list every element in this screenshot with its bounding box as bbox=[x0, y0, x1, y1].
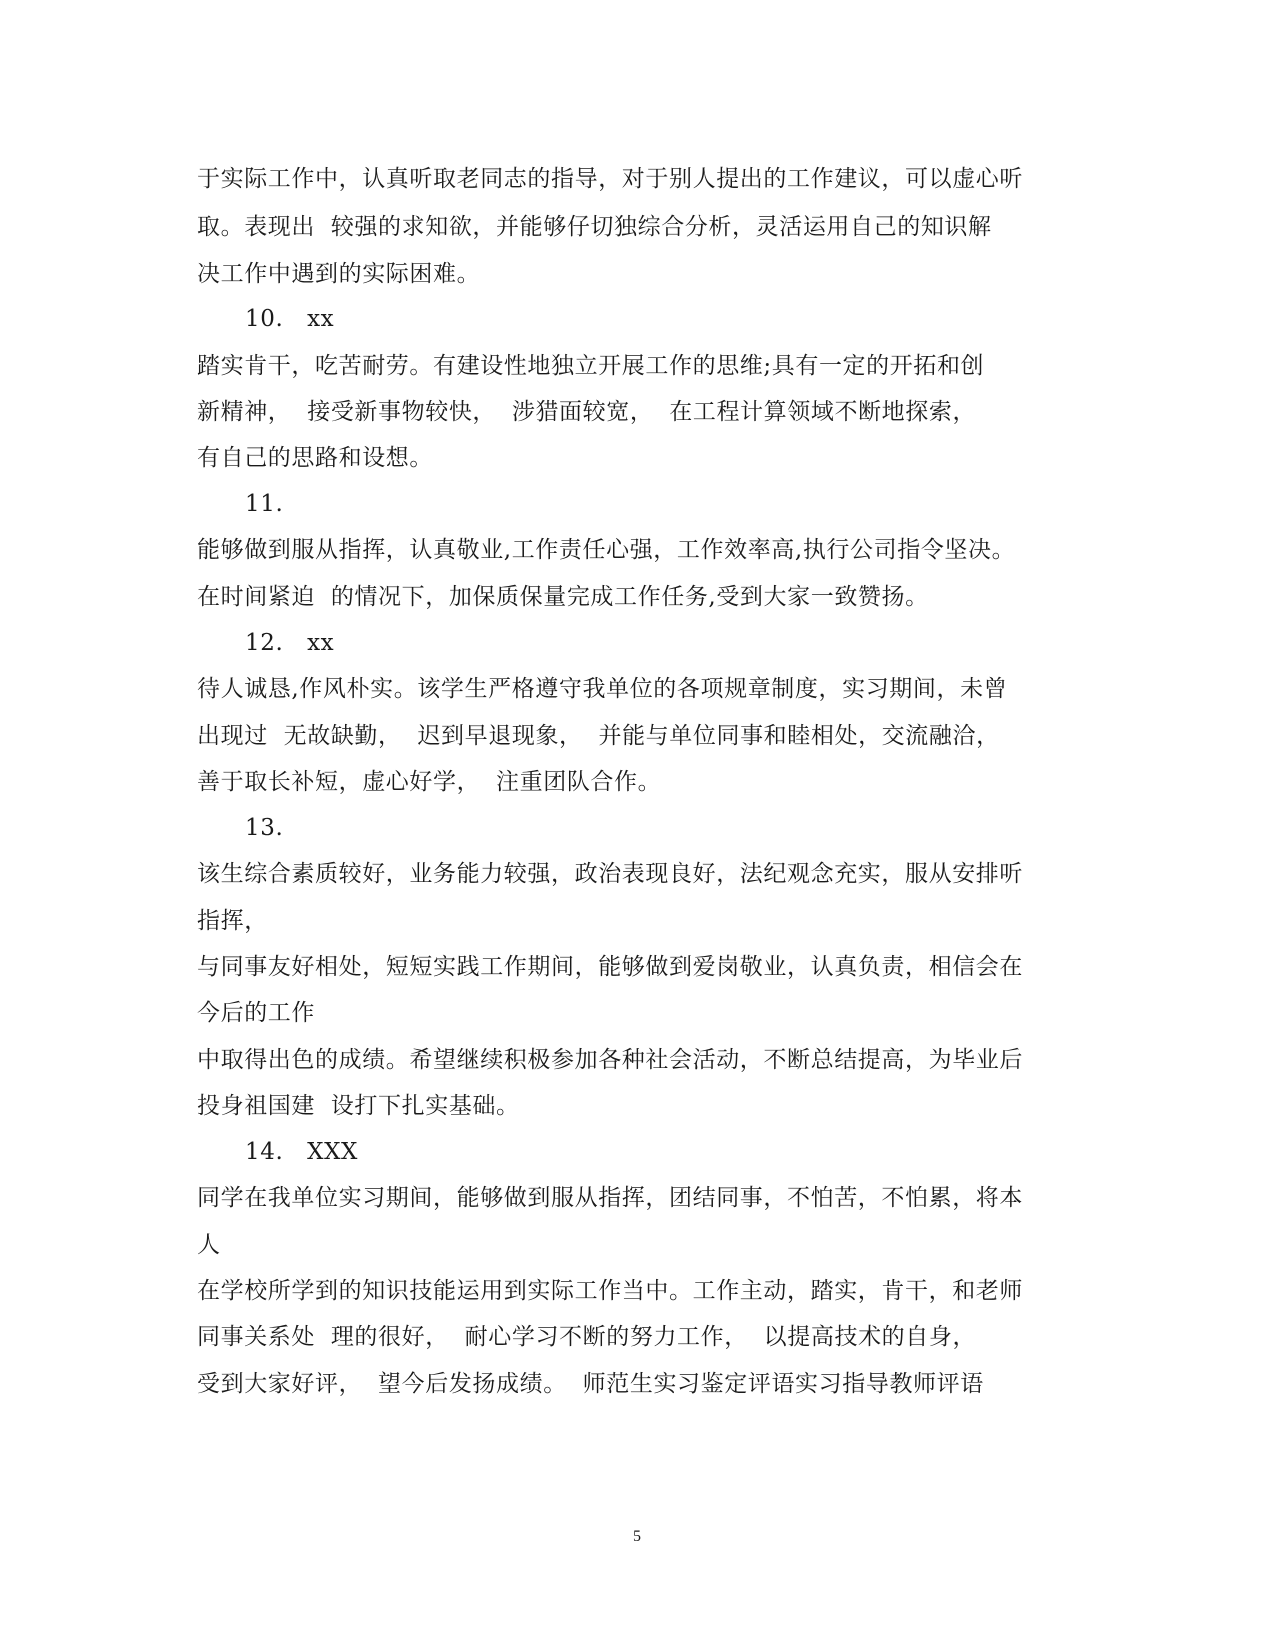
body-text-line: 同事关系处 理的很好， 耐心学习不断的努力工作， 以提高技术的自身， bbox=[197, 1324, 977, 1350]
body-text-line: 有自己的思路和设想。 bbox=[197, 445, 433, 471]
body-text-line: 于实际工作中，认真听取老同志的指导，对于别人提出的工作建议，可以虚心听 bbox=[197, 166, 1023, 192]
body-text-line: 待人诚恳,作风朴实。该学生严格遵守我单位的各项规章制度，实习期间，未曾 bbox=[197, 676, 1008, 702]
body-text-line: 人 bbox=[197, 1232, 221, 1258]
item-number: 14. XXX bbox=[245, 1139, 359, 1165]
item-number: 12. xx bbox=[245, 630, 335, 656]
body-text-line: 能够做到服从指挥，认真敬业,工作责任心强，工作效率高,执行公司指令坚决。 bbox=[197, 537, 1016, 563]
body-text-line: 善于取长补短，虚心好学， 注重团队合作。 bbox=[197, 769, 662, 795]
body-text-line: 受到大家好评， 望今后发扬成绩。 师范生实习鉴定评语实习指导教师评语 bbox=[197, 1371, 984, 1397]
body-text-line: 在时间紧迫 的情况下，加保质保量完成工作任务,受到大家一致赞扬。 bbox=[197, 584, 929, 610]
item-number: 10. xx bbox=[245, 306, 335, 332]
body-text-line: 踏实肯干，吃苦耐劳。有建设性地独立开展工作的思维;具有一定的开拓和创 bbox=[197, 353, 985, 379]
body-text-line: 指挥， bbox=[197, 908, 268, 934]
body-text-line: 决工作中遇到的实际困难。 bbox=[197, 261, 481, 287]
item-number: 11. bbox=[245, 491, 284, 517]
body-text-line: 出现过 无故缺勤， 迟到早退现象， 并能与单位同事和睦相处，交流融洽， bbox=[197, 723, 1000, 749]
item-number: 13. bbox=[245, 815, 284, 841]
body-text-line: 该生综合素质较好，业务能力较强，政治表现良好，法纪观念充实，服从安排听 bbox=[197, 861, 1023, 887]
body-text-line: 投身祖国建 设打下扎实基础。 bbox=[197, 1093, 520, 1119]
body-text-line: 与同事友好相处，短短实践工作期间，能够做到爱岗敬业，认真负责，相信会在 bbox=[197, 954, 1023, 980]
page-number: 5 bbox=[633, 1528, 641, 1545]
body-text-line: 今后的工作 bbox=[197, 1000, 315, 1026]
body-text-line: 取。表现出 较强的求知欲，并能够仔切独综合分析，灵活运用自己的知识解 bbox=[197, 214, 992, 240]
body-text-line: 新精神， 接受新事物较快， 涉猎面较宽， 在工程计算领域不断地探索， bbox=[197, 399, 977, 425]
body-text-line: 中取得出色的成绩。希望继续积极参加各种社会活动，不断总结提高，为毕业后 bbox=[197, 1047, 1023, 1073]
body-text-line: 同学在我单位实习期间，能够做到服从指挥，团结同事，不怕苦，不怕累，将本 bbox=[197, 1185, 1023, 1211]
body-text-line: 在学校所学到的知识技能运用到实际工作当中。工作主动，踏实，肯干，和老师 bbox=[197, 1278, 1023, 1304]
